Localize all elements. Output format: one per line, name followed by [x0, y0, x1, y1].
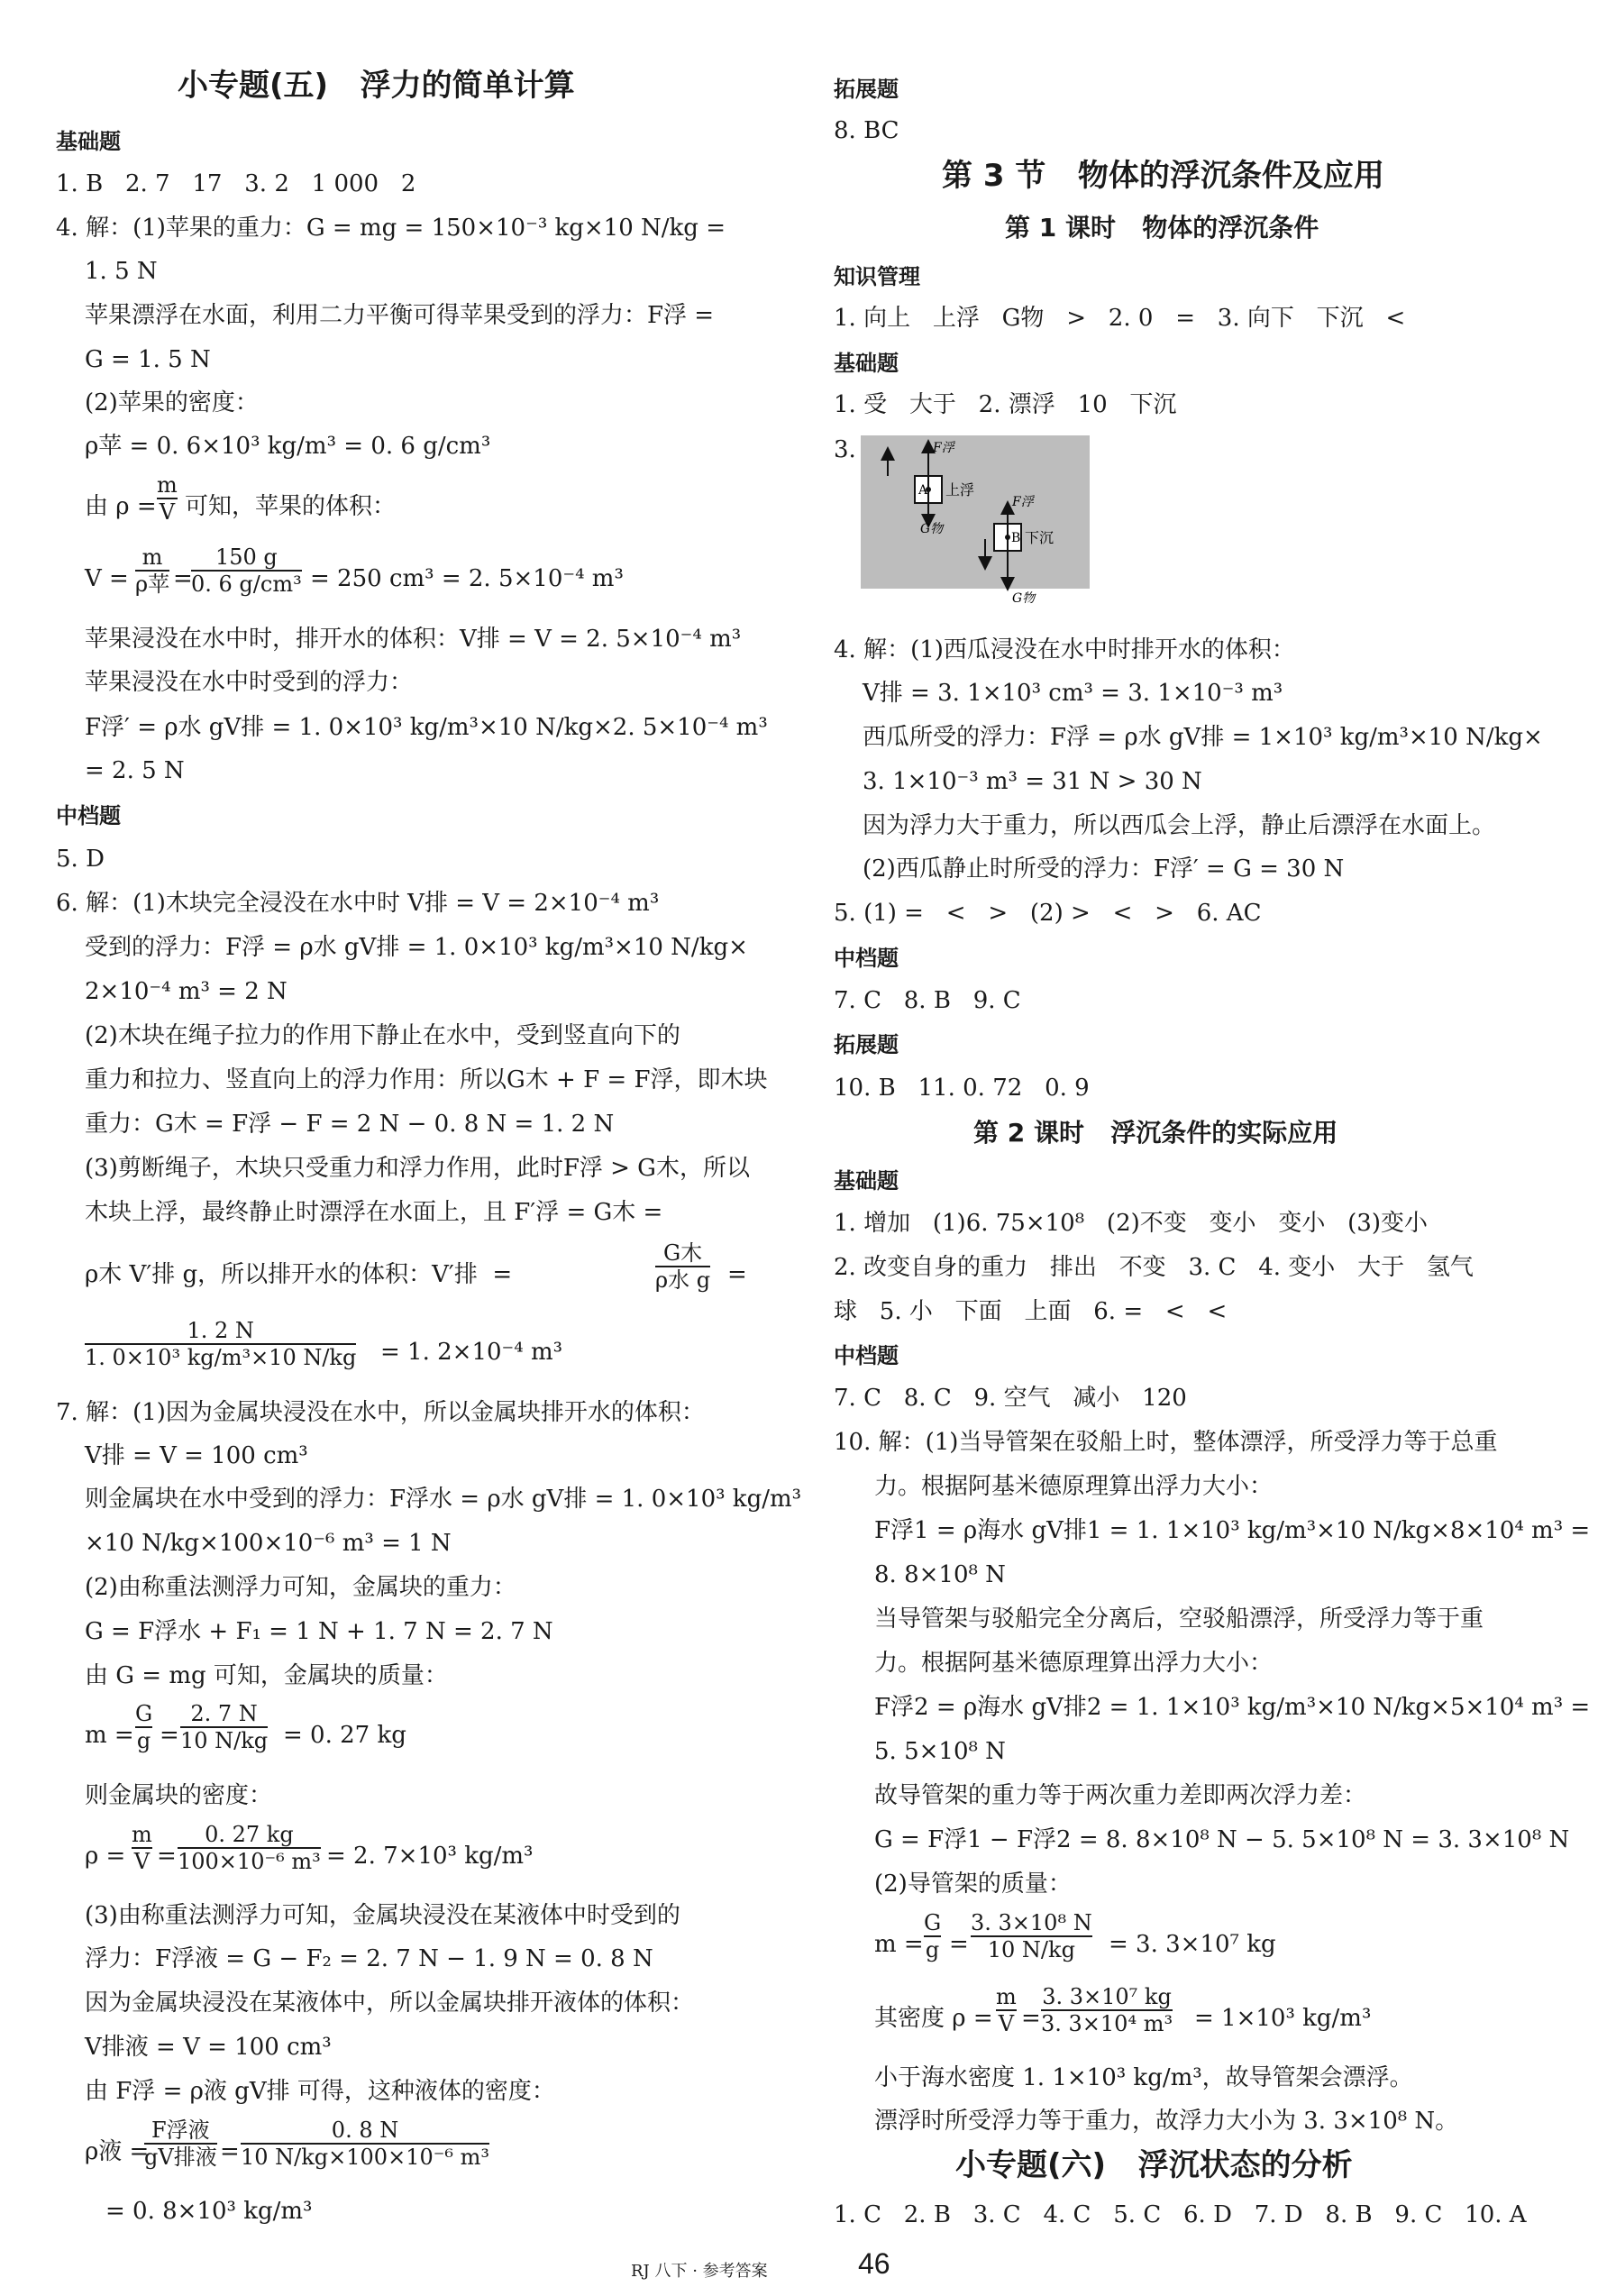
answer-line: (3)剪断绳子，木块只受重力和浮力作用，此时F浮 > G木，所以: [85, 1155, 750, 1182]
answer-line: 7. C 8. C 9. 空气 减小 120: [834, 1385, 1187, 1412]
answer-line: 重力：G木 = F浮 − F = 2 N − 0. 8 N = 1. 2 N: [85, 1111, 615, 1138]
fraction: 2. 7 N 10 N/kg: [180, 1701, 269, 1753]
answer-line: = 250 cm³ = 2. 5×10⁻⁴ m³: [310, 565, 624, 592]
answer-line: F浮2 = ρ海水 gV排2 = 1. 1×10³ kg/m³×10 N/kg×5×10⁴ m³ =: [874, 1694, 1591, 1721]
fig-label-sink: 下沉: [1025, 529, 1055, 546]
answer-line: ×10 N/kg×100×10⁻⁶ m³ = 1 N: [85, 1530, 452, 1557]
answer-line: 因为金属块浸没在某液体中，所以金属块排开液体的体积：: [85, 1990, 695, 2017]
answer-line: 西瓜所受的浮力：F浮 = ρ水 gV排 = 1×10³ kg/m³×10 N/kg×: [863, 724, 1543, 751]
force-diagram: [861, 435, 1090, 606]
answer-line: 4. 解：(1)苹果的重力：G = mg = 150×10⁻³ kg×10 N/kg =: [56, 215, 726, 242]
answer-line: 苹果浸没在水中时受到的浮力：: [85, 669, 414, 696]
answer-line: (2)苹果的密度：: [85, 389, 259, 416]
answer-line: 力。根据阿基米德原理算出浮力大小：: [874, 1473, 1274, 1500]
section-title: 第 3 节 物体的浮沉条件及应用: [942, 158, 1384, 194]
fig-label-gravity-b: G物: [1012, 591, 1036, 606]
answer-line: 2×10⁻⁴ m³ = 2 N: [85, 978, 288, 1005]
fig-label-gravity: G物: [920, 522, 944, 536]
answer-line: 7. 解：(1)因为金属块浸没在水中，所以金属块排开水的体积：: [56, 1399, 705, 1426]
answer-line: G = F浮水 + F₁ = 1 N + 1. 7 N = 2. 7 N: [85, 1618, 553, 1645]
answer-line: 其密度 ρ =: [874, 2005, 993, 2032]
fraction: m ρ苹: [135, 544, 170, 597]
fig-label-rise: 上浮: [945, 481, 975, 499]
answer-line: 漂浮时所受浮力等于重力，故浮力大小为 3. 3×10⁸ N。: [874, 2108, 1459, 2135]
section-heading-extension: 拓展题: [834, 77, 899, 102]
fraction: G木 ρ水 g: [655, 1240, 711, 1293]
answer-line: 8. 8×10⁸ N: [874, 1561, 1006, 1588]
fig-label-a: A: [918, 483, 928, 498]
answer-line: 则金属块在水中受到的浮力：F浮水 = ρ水 gV排 = 1. 0×10³ kg/m³: [85, 1486, 802, 1513]
answer-line: 力。根据阿基米德原理算出浮力大小：: [874, 1650, 1274, 1677]
fraction: G g: [135, 1701, 153, 1753]
answer-line: 苹果浸没在水中时，排开水的体积：V排 = V = 2. 5×10⁻⁴ m³: [85, 626, 742, 653]
answer-line: = 1. 2×10⁻⁴ m³: [380, 1339, 563, 1366]
answer-line: 10. B 11. 0. 72 0. 9: [834, 1075, 1090, 1102]
section-heading-mid: 中档题: [834, 1343, 899, 1368]
answer-line: 木块上浮，最终静止时漂浮在水面上，且 F′浮 = G木 =: [85, 1199, 663, 1226]
answer-line: =: [157, 1843, 177, 1870]
answer-line: 因为浮力大于重力，所以西瓜会上浮，静止后漂浮在水面上。: [863, 812, 1496, 839]
answer-line: 由 G = mg 可知，金属块的质量：: [85, 1662, 448, 1689]
answer-line: 8. BC: [834, 117, 899, 144]
answer-line: ρ苹 = 0. 6×10³ kg/m³ = 0. 6 g/cm³: [85, 433, 491, 460]
answer-line: V排 = V = 100 cm³: [85, 1442, 308, 1469]
answer-line: = 3. 3×10⁷ kg: [1109, 1931, 1276, 1958]
answer-line: 1. 增加 (1)6. 75×10⁸ (2)不变 变小 变小 (3)变小: [834, 1210, 1428, 1237]
answer-line: =: [727, 1261, 747, 1288]
lesson-title: 第 1 课时 物体的浮沉条件: [1005, 213, 1319, 242]
fig-label-b: B: [1011, 531, 1021, 545]
answer-line: 小于海水密度 1. 1×10³ kg/m³，故导管架会漂浮。: [874, 2064, 1413, 2091]
fraction: 150 g 0. 6 g/cm³: [191, 544, 302, 597]
answer-line: 7. C 8. B 9. C: [834, 987, 1021, 1014]
answer-line: 球 5. 小 下面 上面 6. = < <: [834, 1298, 1228, 1325]
answer-line: ρ液 =: [85, 2138, 150, 2165]
answer-line: 故导管架的重力等于两次重力差即两次浮力差：: [874, 1782, 1367, 1809]
section-heading-extension: 拓展题: [834, 1032, 899, 1057]
answer-line: = 0. 27 kg: [283, 1722, 406, 1749]
answer-line: 6. 解：(1)木块完全浸没在水中时 V排 = V = 2×10⁻⁴ m³: [56, 890, 660, 917]
section-heading-mid: 中档题: [834, 946, 899, 971]
answer-line: 5. (1) = < > (2) > < > 6. AC: [834, 900, 1262, 927]
answer-line: F浮1 = ρ海水 gV排1 = 1. 1×10³ kg/m³×10 N/kg×8×10⁴ m³ =: [874, 1517, 1591, 1544]
answer-line: = 2. 5 N: [85, 757, 185, 784]
answer-line: G = F浮1 − F浮2 = 8. 8×10⁸ N − 5. 5×10⁸ N = 3. 3×10⁸ N: [874, 1826, 1570, 1853]
answer-line: 浮力：F浮液 = G − F₂ = 2. 7 N − 1. 9 N = 0. 8 N: [85, 1945, 653, 1972]
answer-line: 1. B 2. 7 17 3. 2 1 000 2: [56, 170, 416, 197]
answer-line: 苹果漂浮在水面，利用二力平衡可得苹果受到的浮力：F浮 =: [85, 302, 715, 329]
fraction: m V: [157, 472, 178, 525]
answer-line: 可知，苹果的体积：: [185, 493, 397, 520]
section-title: 小专题(五) 浮力的简单计算: [178, 68, 575, 104]
answer-line: 1. 受 大于 2. 漂浮 10 下沉: [834, 391, 1177, 418]
answer-line: (2)西瓜静止时所受的浮力：F浮′ = G = 30 N: [863, 855, 1345, 883]
answer-line: =: [1021, 2005, 1041, 2032]
answer-line: 3. 1×10⁻³ m³ = 31 N > 30 N: [863, 768, 1202, 795]
fraction: 0. 27 kg 100×10⁻⁶ m³: [178, 1822, 321, 1874]
answer-line: V排液 = V = 100 cm³: [85, 2034, 332, 2061]
fig-label-buoyancy: F浮: [933, 441, 954, 455]
fraction: m V: [996, 1984, 1017, 2036]
answer-line: m =: [874, 1931, 924, 1958]
answer-line: (2)木块在绳子拉力的作用下静止在水中，受到竖直向下的: [85, 1022, 680, 1049]
section-heading-knowledge: 知识管理: [834, 264, 920, 289]
answer-line: (2)由称重法测浮力可知，金属块的重力：: [85, 1574, 516, 1601]
fraction: 3. 3×10⁷ kg 3. 3×10⁴ m³: [1041, 1984, 1173, 2036]
answer-line: =: [160, 1722, 179, 1749]
answer-line: 重力和拉力、竖直向上的浮力作用：所以G木 + F = F浮，即木块: [85, 1066, 768, 1093]
fraction: m V: [132, 1822, 152, 1874]
answer-line: 1. C 2. B 3. C 4. C 5. C 6. D 7. D 8. B 9. C 10. A: [834, 2201, 1527, 2228]
answer-line: 3.: [834, 436, 856, 463]
answer-line: m =: [85, 1722, 134, 1749]
answer-line: 5. 5×10⁸ N: [874, 1738, 1006, 1765]
answer-line: (3)由称重法测浮力可知，金属块浸没在某液体中时受到的: [85, 1902, 680, 1929]
page-number: 46: [858, 2247, 890, 2280]
answer-line: 由 F浮 = ρ液 gV排 可得，这种液体的密度：: [85, 2078, 555, 2105]
footer-label: RJ 八下 · 参考答案: [631, 2262, 768, 2281]
answer-line: 由 ρ =: [85, 493, 157, 520]
answer-line: = 2. 7×10³ kg/m³: [326, 1843, 534, 1870]
answer-line: 1. 5 N: [85, 258, 158, 285]
answer-line: 10. 解：(1)当导管架在驳船上时，整体漂浮，所受浮力等于总重: [834, 1429, 1498, 1456]
section-heading-basic: 基础题: [834, 351, 899, 376]
answer-line: 受到的浮力：F浮 = ρ水 gV排 = 1. 0×10³ kg/m³×10 N/kg×: [85, 934, 748, 961]
answer-line: ρ =: [85, 1843, 126, 1870]
answer-line: =: [173, 565, 193, 592]
answer-line: ρ木 V′排 g，所以排开水的体积：V′排 =: [85, 1261, 513, 1288]
fraction: 3. 3×10⁸ N 10 N/kg: [971, 1910, 1092, 1962]
section-heading-mid: 中档题: [56, 803, 121, 828]
answer-line: 4. 解：(1)西瓜浸没在水中时排开水的体积：: [834, 636, 1295, 663]
fraction: F浮液 gV排液: [144, 2118, 217, 2170]
answer-line: V =: [85, 565, 129, 592]
answer-line: 1. 向上 上浮 G物 > 2. 0 = 3. 向下 下沉 <: [834, 305, 1406, 332]
answer-line: = 0. 8×10³ kg/m³: [105, 2198, 313, 2225]
answer-line: 2. 改变自身的重力 排出 不变 3. C 4. 变小 大于 氢气: [834, 1254, 1474, 1281]
answer-line: V排 = 3. 1×10³ cm³ = 3. 1×10⁻³ m³: [863, 680, 1283, 707]
section-heading-basic: 基础题: [834, 1168, 899, 1194]
fraction: G g: [924, 1910, 942, 1962]
fig-label-buoyancy-b: F浮: [1012, 495, 1034, 509]
fraction: 0. 8 N 10 N/kg×100×10⁻⁶ m³: [241, 2118, 490, 2170]
answer-line: 当导管架与驳船完全分离后，空驳船漂浮，所受浮力等于重: [874, 1605, 1484, 1633]
lesson-title: 第 2 课时 浮沉条件的实际应用: [973, 1118, 1338, 1148]
answer-line: G = 1. 5 N: [85, 346, 211, 373]
answer-line: =: [949, 1931, 969, 1958]
section-heading-basic: 基础题: [56, 129, 121, 154]
answer-line: =: [220, 2138, 240, 2165]
fraction: 1. 2 N 1. 0×10³ kg/m³×10 N/kg: [85, 1318, 357, 1370]
section-title: 小专题(六) 浮沉状态的分析: [955, 2147, 1353, 2183]
answer-line: F浮′ = ρ水 gV排 = 1. 0×10³ kg/m³×10 N/kg×2. 5×10⁻⁴ m³: [85, 714, 768, 741]
answer-line: 则金属块的密度：: [85, 1782, 273, 1809]
answer-line: = 1×10³ kg/m³: [1194, 2005, 1372, 2032]
answer-line: 5. D: [56, 846, 105, 873]
answer-line: (2)导管架的质量：: [874, 1871, 1072, 1898]
